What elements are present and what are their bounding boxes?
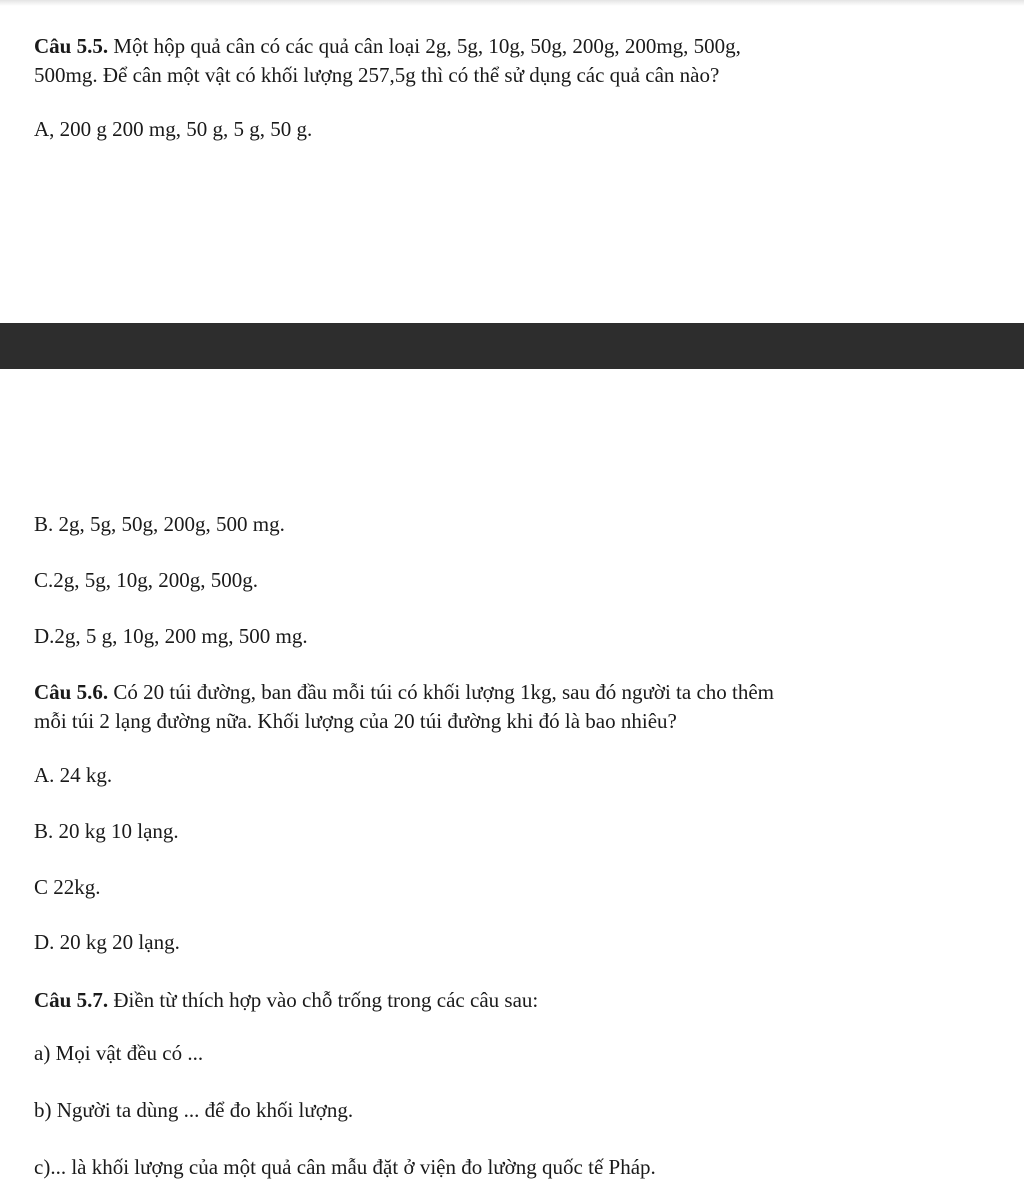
- q57-label: Câu 5.7.: [34, 988, 109, 1012]
- q57-item-b: b) Người ta dùng ... để đo khối lượng.: [34, 1098, 354, 1122]
- q56-option-d: D. 20 kg 20 lạng.: [34, 930, 180, 954]
- q57-text-1: Điền từ thích hợp vào chỗ trống trong các câu sau:: [108, 988, 539, 1012]
- q56-label: Câu 5.6.: [34, 680, 109, 704]
- q55-label: Câu 5.5.: [34, 34, 109, 58]
- q55-text-1: Một hộp quả cân có các quả cân loại 2g, 5g, 10g, 50g, 200g, 200mg, 500g,: [108, 34, 741, 58]
- q56-line-2: mỗi túi 2 lạng đường nữa. Khối lượng của 20 túi đường khi đó là bao nhiêu?: [34, 709, 677, 733]
- q56-option-a: A. 24 kg.: [34, 763, 113, 787]
- q57-item-a: a) Mọi vật đều có ...: [34, 1041, 204, 1065]
- page-divider-band: [0, 323, 1024, 369]
- q55-option-d: D.2g, 5 g, 10g, 200 mg, 500 mg.: [34, 624, 308, 648]
- top-edge-shadow: [0, 0, 1024, 6]
- q57-item-c: c)... là khối lượng của một quả cân mẫu đặt ở viện đo lường quốc tế Pháp.: [34, 1155, 656, 1179]
- q55-option-a: A, 200 g 200 mg, 50 g, 5 g, 50 g.: [34, 117, 313, 141]
- q56-text-1: Có 20 túi đường, ban đầu mỗi túi có khối lượng 1kg, sau đó người ta cho thêm: [108, 680, 775, 704]
- q56-option-c: C 22kg.: [34, 875, 101, 899]
- q55-line-1: [34, 33, 741, 59]
- q57-line-1: [34, 987, 538, 1013]
- q56-option-b: B. 20 kg 10 lạng.: [34, 819, 179, 843]
- q55-option-c: C.2g, 5g, 10g, 200g, 500g.: [34, 568, 259, 592]
- q56-line-1: [34, 679, 774, 705]
- q55-option-b: B. 2g, 5g, 50g, 200g, 500 mg.: [34, 512, 285, 536]
- q55-line-2: 500mg. Để cân một vật có khối lượng 257,5g thì có thể sử dụng các quả cân nào?: [34, 63, 720, 87]
